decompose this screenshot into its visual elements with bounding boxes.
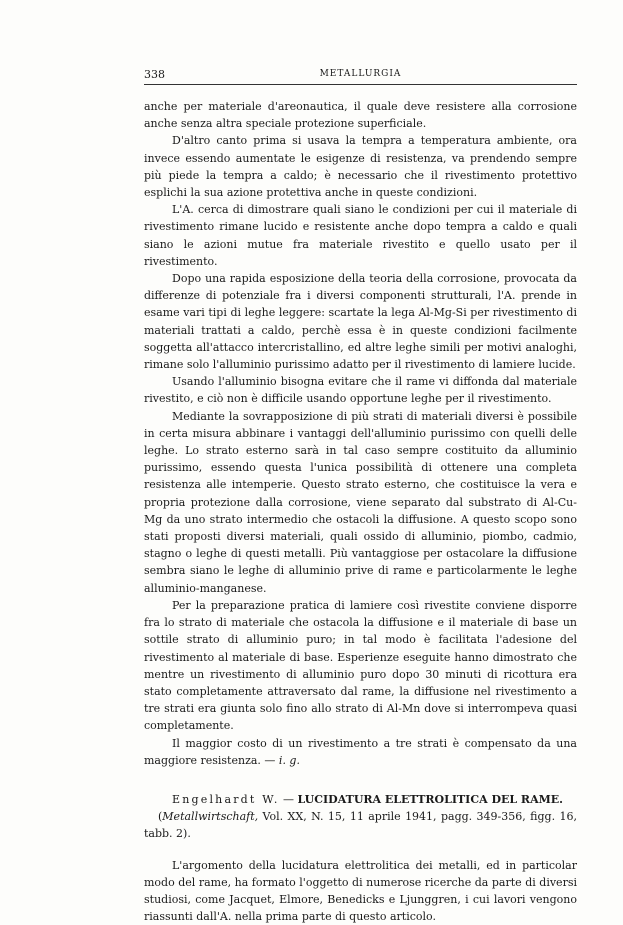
article-dash: — <box>279 792 298 806</box>
paragraph-3: L'A. cerca di dimostrare quali siano le condizioni per cui il materiale di rivestimento rimane lucido e resistente anche dopo tempra a caldo e quali siano le azioni mutue fra materiale rivestito e quello usato per il rivestimento. <box>144 203 577 268</box>
article-heading <box>144 791 577 843</box>
running-title: METALLURGIA <box>319 69 402 79</box>
signature: i. g. <box>278 753 300 767</box>
paragraph-4: Dopo una rapida esposizione della teoria della corrosione, provocata da differenze di potenziale fra i diversi componenti strutturali, l'A. prende in esame vari tipi di leghe leggere: scartate la lega Al-Mg-Si per rivestimento di materiali trattati a caldo, perchè essa è in queste condizioni facilmente soggetta all'attacco intercristallino, ed altre leghe simili per motivi analoghi, rimane solo l'alluminio purissimo adatto per il rivestimento di lamiere lucide. <box>144 272 577 372</box>
article-first-paragraph: L'argomento della lucidatura elettrolitica dei metalli, ed in particolar modo del rame, ha formato l'oggetto di numerose ricerche da parte di diversi studiosi, come Jacquet, Elmore, Benedicks e Ljunggren, i cui lavori vengono riassunti dall'A. nella prima parte di questo articolo. <box>144 858 577 924</box>
paragraph-5: Usando l'alluminio bisogna evitare che il rame vi diffonda dal materiale rivestito, e ciò non è difficile usando opportune leghe per il rivestimento. <box>144 375 577 406</box>
article-citation <box>144 810 577 840</box>
article-author: Engelhardt W. <box>172 792 280 806</box>
closing-paragraph <box>144 735 577 769</box>
spacer <box>144 843 577 857</box>
article-title: LUCIDATURA ELETTROLITICA DEL RAME. <box>297 792 564 806</box>
paragraph-1: anche per materiale d'areonautica, il quale deve resistere alla corrosione anche senza altra speciale protezione superficiale. <box>144 100 577 131</box>
spacer <box>144 769 577 791</box>
page-header <box>144 68 577 85</box>
citation-open: ( <box>158 810 163 824</box>
citation-details: Vol. XX, N. 15, 11 aprile 1941, pagg. 349-356, figg. 16, tabb. 2). <box>144 810 577 841</box>
paragraph-6: Mediante la sovrapposizione di più strati di materiali diversi è possibile in certa misura abbinare i vantaggi dell'alluminio purissimo con quelli delle leghe. Lo strato esterno sarà in tal caso sempre costituito da alluminio purissimo, essendo questa l'unica possibilità di ottenere una completa resistenza alle intemperie. Questo strato esterno, che costituisce la vera e propria protezione dalla corrosione, viene separato dal substrato di Al-Cu-Mg da uno strato intermedio che ostacoli la diffusione. A questo scopo sono stati proposti diversi materiali, quali ossido di alluminio, piombo, cadmio, stagno o leghe di questi metalli. Più vantaggiose per ostacolare la diffusione sembra siano le leghe di alluminio prive di rame e particolarmente le leghe alluminio-manganese. <box>144 409 577 595</box>
closing-text: Il maggior costo di un rivestimento a tre strati è compensato da una maggiore resistenza. — <box>144 736 577 767</box>
paragraph-2: D'altro canto prima si usava la tempra a temperatura ambiente, ora invece essendo aumentate le esigenze di resistenza, va prendendo sempre più piede la tempra a caldo; è necessario che il rivestimento protettivo esplichi la sua azione protettiva anche in queste condizioni. <box>144 134 577 200</box>
paragraph-7: Per la preparazione pratica di lamiere così rivestite conviene disporre fra lo strato di materiale che ostacola la diffusione e il materiale di base un sottile strato di alluminio puro; in tal modo è facilitata l'adesione del rivestimento al materiale di base. Esperienze eseguite hanno dimostrato che mentre un rivestimento di alluminio puro dopo 30 minuti di ricottura era stato completamente attraversato dal rame, la diffusione nel rivestimento a tre strati era giunta solo fino allo strato di Al-Mn dove si interrompeva quasi completamente. <box>144 598 577 733</box>
page-number: 338 <box>144 68 165 81</box>
body-text <box>144 98 577 925</box>
journal-name: Metallwirtschaft, <box>162 810 259 824</box>
